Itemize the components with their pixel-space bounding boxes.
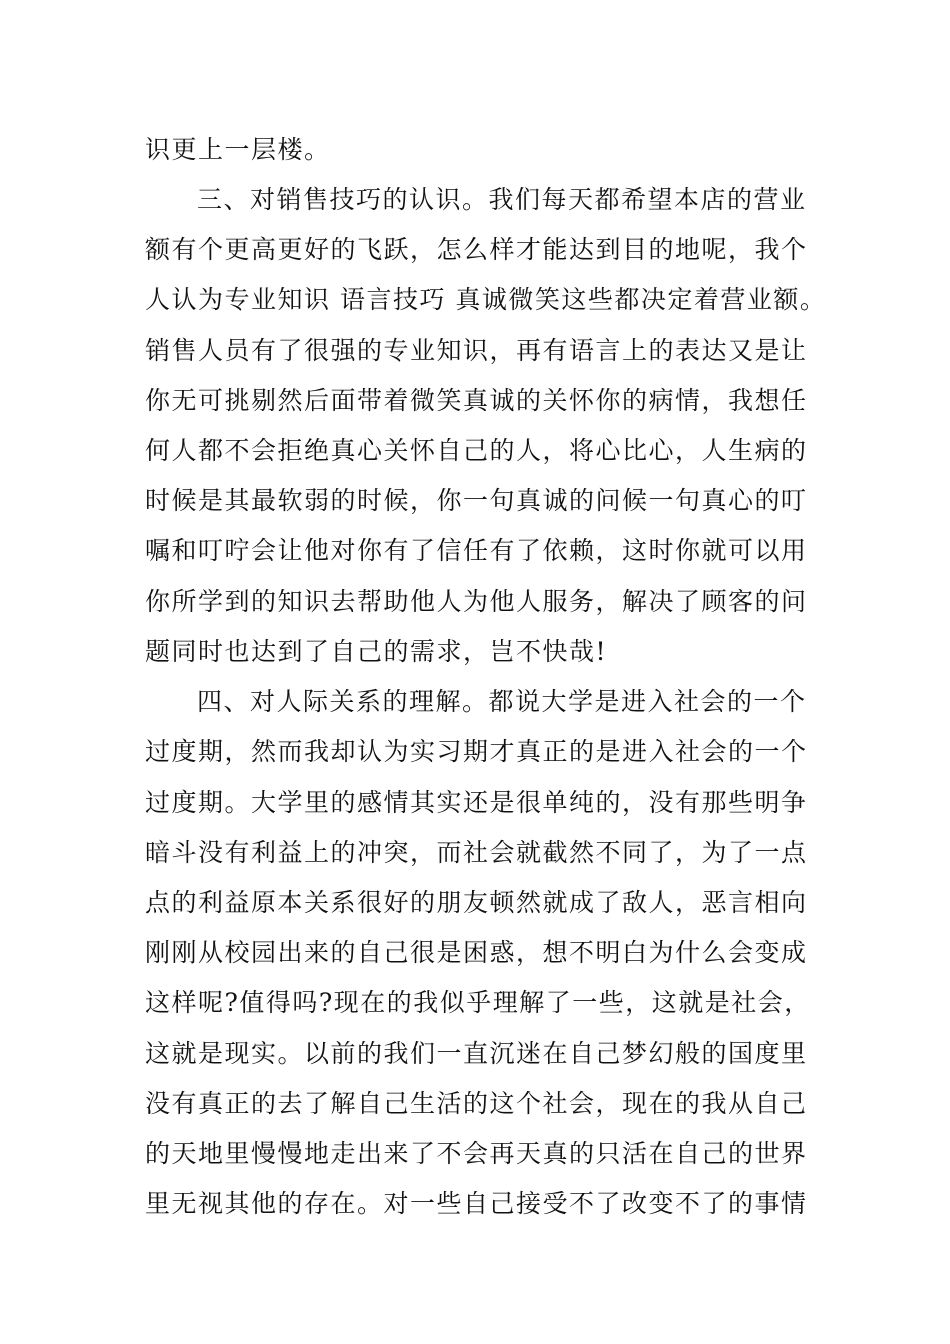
text-line: 这样呢?值得吗?现在的我似乎理解了一些，这就是社会，	[145, 988, 811, 1017]
text-line: 何人都不会拒绝真心关怀自己的人，将心比心，人生病的	[145, 436, 808, 465]
text-line: 过度期，然而我却认为实习期才真正的是进入社会的一个	[145, 737, 808, 766]
paragraph-four-heading-line: 四、对人际关系的理解。都说大学是进入社会的一个	[197, 687, 807, 716]
text-line: 的天地里慢慢地走出来了不会再天真的只活在自己的世界	[145, 1139, 808, 1168]
text-line: 嘱和叮咛会让他对你有了信任有了依赖，这时你就可以用	[145, 536, 808, 565]
paragraph-three-heading-line: 三、对销售技巧的认识。我们每天都希望本店的营业	[197, 185, 807, 214]
text-line: 人认为专业知识 语言技巧 真诚微笑这些都决定着营业额。	[145, 285, 827, 314]
text-line: 过度期。大学里的感情其实还是很单纯的，没有那些明争	[145, 788, 808, 817]
text-line: 题同时也达到了自己的需求，岂不快哉!	[145, 637, 608, 666]
text-line: 暗斗没有利益上的冲突，而社会就截然不同了，为了一点	[145, 838, 808, 867]
text-line: 你所学到的知识去帮助他人为他人服务，解决了顾客的问	[145, 587, 808, 616]
text-line: 时候是其最软弱的时候，你一句真诚的问候一句真心的叮	[145, 486, 808, 515]
text-line: 识更上一层楼。	[145, 135, 331, 164]
text-line: 刚刚从校园出来的自己很是困惑，想不明白为什么会变成	[145, 938, 808, 967]
text-line: 没有真正的去了解自己生活的这个社会，现在的我从自己	[145, 1089, 808, 1118]
text-line: 额有个更高更好的飞跃，怎么样才能达到目的地呢，我个	[145, 235, 808, 264]
text-line: 点的利益原本关系很好的朋友顿然就成了敌人，恶言相向	[145, 888, 808, 917]
text-line: 你无可挑剔然后面带着微笑真诚的关怀你的病情，我想任	[145, 386, 808, 415]
text-line: 里无视其他的存在。对一些自己接受不了改变不了的事情	[145, 1189, 808, 1218]
text-line: 这就是现实。以前的我们一直沉迷在自己梦幻般的国度里	[145, 1039, 808, 1068]
text-line: 销售人员有了很强的专业知识，再有语言上的表达又是让	[145, 336, 808, 365]
